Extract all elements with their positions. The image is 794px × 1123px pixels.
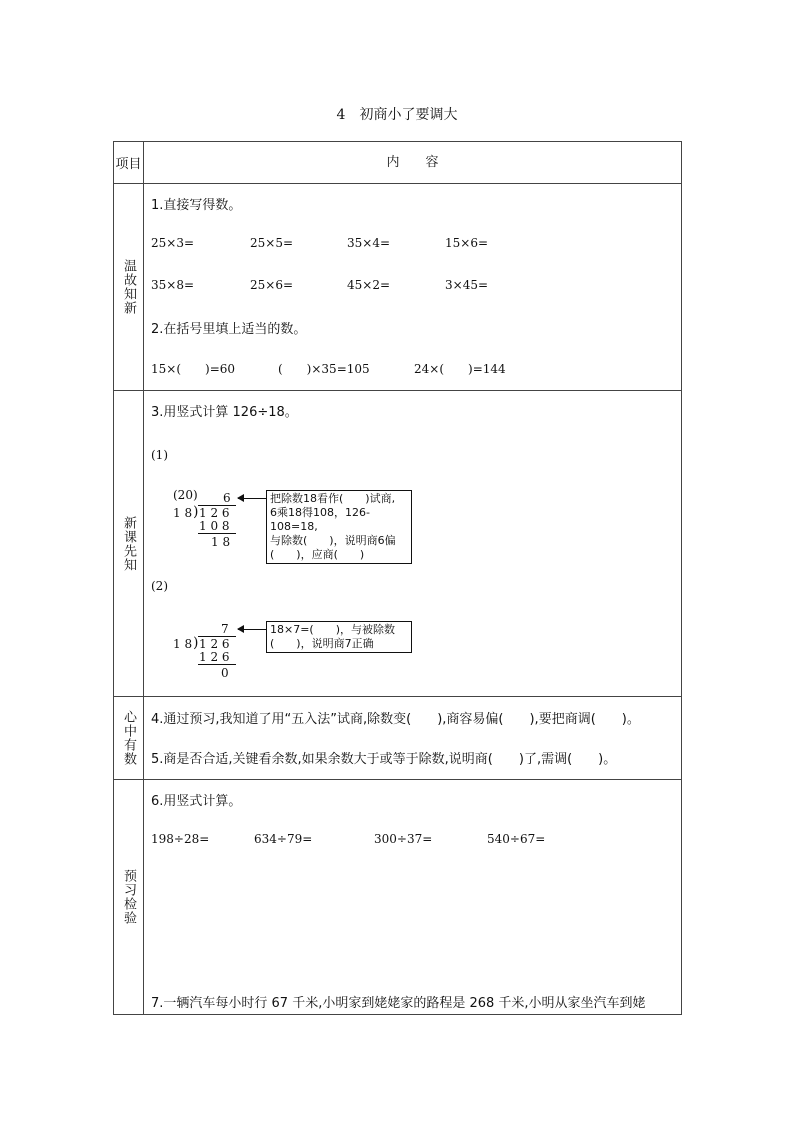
- calc-item: 35×4=: [347, 236, 391, 250]
- question-4: 4.通过预习,我知道了用“五入法”试商,除数变( ),商容易偏( ),要把商调( )。: [151, 712, 640, 727]
- section-preview: [114, 391, 144, 697]
- fill-item: ( )×35=105: [278, 362, 370, 376]
- product-1: 1 0 8: [199, 519, 230, 533]
- division-problem: 300÷37=: [374, 832, 433, 846]
- section-check-content: [144, 780, 682, 1015]
- section-summary: [114, 697, 144, 780]
- lesson-table: [113, 141, 682, 1015]
- fill-item: 15×( )=60: [151, 362, 236, 376]
- section-review-content: [144, 184, 682, 391]
- note-line: 与除数( )，说明商6偏: [270, 534, 396, 547]
- trial-divisor: (20): [173, 488, 198, 502]
- note-line: ( )，应商( ): [270, 548, 365, 561]
- section-check-label: 预习检验: [121, 869, 136, 925]
- section-review: [114, 184, 144, 391]
- section-check: [114, 780, 144, 1015]
- calc-item: 25×3=: [151, 236, 195, 250]
- section-review-label: 温故知新: [121, 259, 136, 315]
- header-col-item: [114, 142, 144, 184]
- product-2: 1 2 6: [199, 650, 230, 664]
- dividend-2: 1 2 6: [199, 637, 230, 651]
- note-box-2: [266, 621, 412, 653]
- division-problem: 634÷79=: [254, 832, 313, 846]
- division-problem: 198÷28=: [151, 832, 210, 846]
- subtraction-line: [198, 664, 236, 665]
- header-col-content-text: 内 容: [386, 155, 439, 170]
- section-summary-label: 心中有数: [121, 710, 136, 766]
- page-title: [0, 104, 794, 124]
- divisor-2: 1 8: [173, 637, 193, 651]
- quotient-1: 6: [223, 491, 231, 505]
- quotient-2: 7: [221, 622, 229, 636]
- fill-item: 24×( )=144: [414, 362, 506, 376]
- question-7: 7.一辆汽车每小时行 67 千米,小明家到姥姥家的路程是 268 千米,小明从家坐汽车到姥: [151, 996, 646, 1011]
- header-col-content: [144, 142, 682, 184]
- part-1-label: (1): [151, 448, 168, 462]
- part-2-label: (2): [151, 579, 168, 593]
- lesson-title: 初商小了要调大: [359, 107, 458, 123]
- note-line: 18×7=( )，与被除数: [270, 623, 396, 636]
- dividend-1: 1 2 6: [199, 506, 230, 520]
- question-3: 3.用竖式计算 126÷18。: [151, 405, 298, 420]
- question-2: 2.在括号里填上适当的数。: [151, 322, 307, 337]
- section-summary-content: [144, 697, 682, 780]
- subtraction-line: [198, 533, 236, 534]
- calc-item: 45×2=: [347, 278, 391, 292]
- calc-item: 3×45=: [445, 278, 489, 292]
- header-col-item-text: 项目: [115, 157, 142, 172]
- question-6: 6.用竖式计算。: [151, 794, 242, 809]
- division-bracket: ): [193, 635, 199, 651]
- note-box-1: [266, 490, 412, 564]
- note-line: ( )，说明商7正确: [270, 637, 374, 650]
- note-line: 6乘18得108，126-108=18,: [270, 506, 370, 533]
- divisor-1: 1 8: [173, 506, 193, 520]
- question-1: 1.直接写得数。: [151, 198, 242, 213]
- note-line: 把除数18看作( )试商,: [270, 492, 396, 505]
- arrow-icon: [238, 498, 266, 499]
- calc-item: 35×8=: [151, 278, 195, 292]
- division-problem: 540÷67=: [487, 832, 546, 846]
- arrow-icon: [238, 629, 266, 630]
- remainder-1: 1 8: [211, 535, 231, 549]
- lesson-number: 4: [336, 107, 346, 123]
- division-bracket: ): [193, 504, 199, 520]
- calc-item: 25×6=: [250, 278, 294, 292]
- calc-item: 15×6=: [445, 236, 489, 250]
- calc-item: 25×5=: [250, 236, 294, 250]
- section-preview-label: 新课先知: [121, 515, 136, 572]
- question-5: 5.商是否合适,关键看余数,如果余数大于或等于除数,说明商( )了,需调( )。: [151, 752, 617, 767]
- remainder-2: 0: [221, 666, 229, 680]
- section-preview-content: [144, 391, 682, 697]
